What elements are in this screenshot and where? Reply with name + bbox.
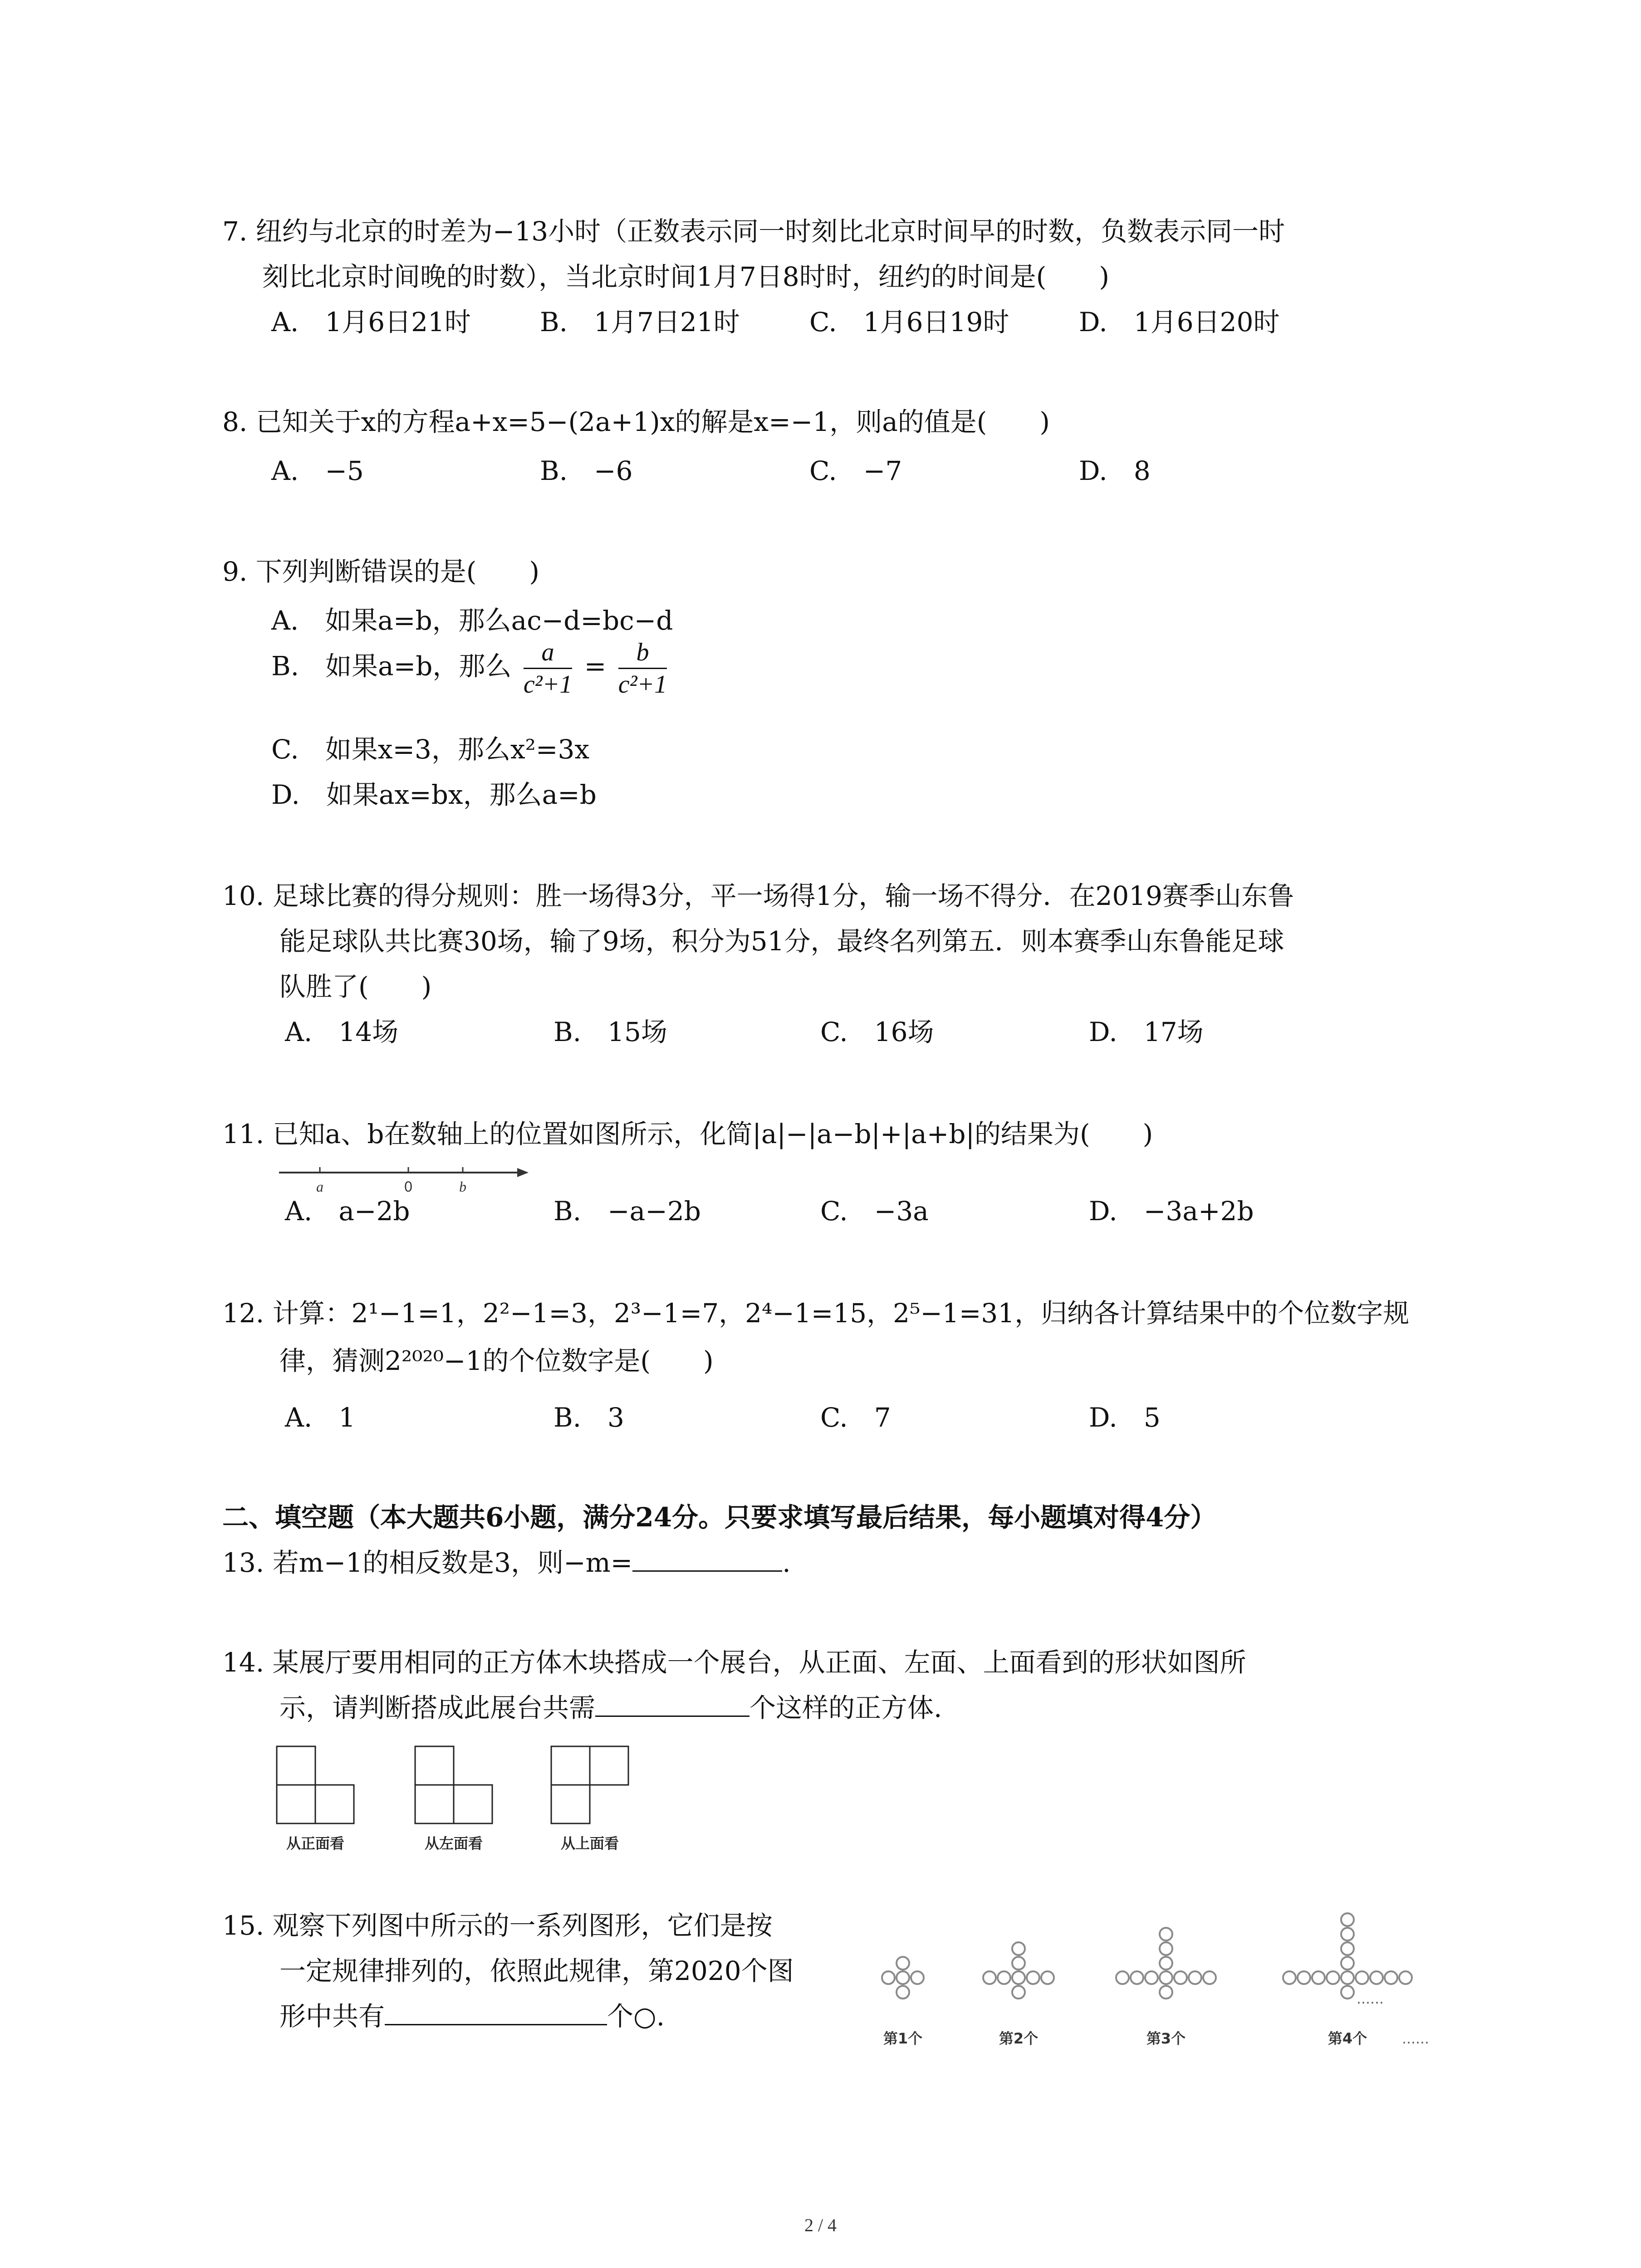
q11-option-b: B. −a−2b (554, 1196, 701, 1227)
pattern-circle-down (896, 1986, 909, 1999)
q11-stem: 11. 已知a、b在数轴上的位置如图所示，化简|a|−|a−b|+|a+b|的结果为( ) (222, 1119, 1153, 1149)
fraction-denominator: c²+1 (618, 670, 667, 699)
top-view-label: 从上面看 (560, 1835, 619, 1852)
q8-option-b: B. −6 (540, 455, 633, 486)
q12-option-a: A. 1 (285, 1402, 356, 1433)
front-view-label: 从正面看 (286, 1835, 345, 1852)
q7-option-c: C. 1月6日19时 (809, 307, 1009, 337)
pattern-circle-center (1341, 1971, 1354, 1984)
three-views-figure (272, 1742, 690, 1864)
pattern-circle-right (1356, 1971, 1368, 1984)
q12-stem-line1: 12. 计算：2¹−1=1，2²−1=3，2³−1=7，2⁴−1=15，2⁵−1=31，归纳各计算结果中的个位数字规 (222, 1298, 1410, 1329)
q10-stem-line1: 10. 足球比赛的得分规则：胜一场得3分，平一场得1分，输一场不得分．在2019赛季山东鲁 (222, 880, 1294, 911)
fraction-bar (618, 668, 667, 669)
q12-stem-line2: 律，猜测2²⁰²⁰−1的个位数字是( ) (279, 1345, 714, 1376)
number-line-figure (277, 1159, 531, 1195)
q15-answer-blank[interactable] (385, 1999, 607, 2025)
axis-arrow-icon (517, 1168, 529, 1177)
fraction-numerator: a (541, 638, 554, 666)
q15-stem-line1: 15. 观察下列图中所示的一系列图形，它们是按 (222, 1910, 773, 1941)
q10-option-b: B. 15场 (554, 1017, 667, 1047)
q7-stem-line1: 7. 纽约与北京的时差为−13小时（正数表示同一时刻比北京时间早的时数，负数表示同一时 (222, 216, 1285, 247)
pattern-circle-up (1160, 1928, 1172, 1941)
figure-1-label: 第1个 (883, 2030, 923, 2047)
q9-option-b-text: B. 如果a=b，那么 (271, 650, 512, 682)
q13-stem (222, 1545, 791, 1581)
pattern-circle-up (1341, 1957, 1354, 1970)
circle-pattern-figure (876, 1889, 1465, 2053)
pattern-circle-left (998, 1971, 1010, 1984)
q10-option-c: C. 16场 (820, 1017, 934, 1047)
fraction-bar (524, 668, 572, 669)
pattern-circle-left (1283, 1971, 1296, 1984)
q12-option-b: B. 3 (554, 1402, 624, 1433)
q13-period: . (782, 1547, 791, 1578)
q15-stem-line3 (279, 1998, 665, 2034)
q7-option-a: A. 1月6日21时 (271, 307, 471, 337)
q10-stem-line3: 队胜了( ) (279, 971, 432, 1002)
pattern-circle-up (1160, 1942, 1172, 1955)
q8-stem: 8. 已知关于x的方程a+x=5−(2a+1)x的解是x=−1，则a的值是( ) (222, 406, 1050, 437)
figure-4-label: 第4个 (1327, 2030, 1367, 2047)
pattern-circle-left (1327, 1971, 1339, 1984)
pattern-circle-up (1012, 1957, 1025, 1970)
label-b: b (459, 1178, 466, 1195)
pattern-circle-up (1341, 1913, 1354, 1926)
q14-answer-blank[interactable] (595, 1690, 749, 1717)
q10-option-a: A. 14场 (285, 1017, 399, 1047)
q11-option-d: D. −3a+2b (1089, 1196, 1254, 1227)
pattern-circle-up (896, 1957, 909, 1970)
pattern-circle-right (1174, 1971, 1187, 1984)
pattern-circle-right (1027, 1971, 1039, 1984)
q7-option-d: D. 1月6日20时 (1079, 307, 1280, 337)
q8-option-d: D. 8 (1079, 455, 1151, 486)
pattern-circle-left (882, 1971, 895, 1984)
q13-text: 13. 若m−1的相反数是3，则−m= (222, 1547, 633, 1578)
q12-option-c: C. 7 (820, 1402, 891, 1433)
q9-option-b-fraction-right (618, 638, 667, 699)
fraction-numerator: b (636, 638, 649, 666)
pattern-circle-down (1160, 1986, 1172, 1999)
pattern-circle-center (1160, 1971, 1172, 1984)
q11-option-a: A. a−2b (285, 1196, 410, 1227)
page-number: 2 / 4 (804, 2215, 837, 2235)
figure-2-label: 第2个 (999, 2030, 1038, 2047)
q9-option-b (271, 638, 671, 699)
q8-option-c: C. −7 (809, 455, 902, 486)
pattern-circle-center (896, 1971, 909, 1984)
q8-option-a: A. −5 (271, 455, 364, 486)
ellipsis-label: …… (1402, 2031, 1429, 2047)
pattern-circle-left (1312, 1971, 1325, 1984)
pattern-circle-down (1012, 1986, 1025, 1999)
pattern-circle-center (1012, 1971, 1025, 1984)
label-a: a (316, 1178, 323, 1195)
q12-option-d: D. 5 (1089, 1402, 1161, 1433)
q9-option-d: D. 如果ax=bx，那么a=b (271, 779, 597, 810)
q14-text: 示，请判断搭成此展台共需 (279, 1692, 596, 1723)
q10-stem-line2: 能足球队共比赛30场，输了9场，积分为51分，最终名列第五．则本赛季山东鲁能足球 (279, 926, 1284, 957)
top-view-diagram (551, 1746, 628, 1823)
q9-option-b-fraction-left (524, 638, 572, 699)
q9-option-c: C. 如果x=3，那么x²=3x (271, 734, 590, 765)
front-view-diagram (277, 1746, 354, 1823)
q9-stem: 9. 下列判断错误的是( ) (222, 556, 540, 587)
fraction-denominator: c²+1 (523, 670, 573, 699)
pattern-circle-right (1041, 1971, 1054, 1984)
label-0: 0 (404, 1178, 412, 1195)
q10-option-d: D. 17场 (1089, 1017, 1204, 1047)
q14-stem-line2 (279, 1690, 942, 1726)
q7-stem-line2: 刻比北京时间晚的时数），当北京时间1月7日8时时，纽约的时间是( ) (262, 261, 1109, 292)
pattern-circle-left (1116, 1971, 1129, 1984)
pattern-circle-up (1341, 1928, 1354, 1941)
q14-text-suffix: 个这样的正方体. (749, 1692, 942, 1723)
pattern-circle-right (1189, 1971, 1201, 1984)
section-2-heading: 二、填空题（本大题共6小题，满分24分。只要求填写最后结果，每小题填对得4分） (222, 1502, 1217, 1533)
pattern-continuation-ellipsis: …… (1357, 1991, 1384, 2007)
pattern-circle-right (1203, 1971, 1216, 1984)
q15-text-suffix: 个○. (607, 2001, 665, 2032)
equals-sign: = (584, 650, 607, 682)
pattern-circle-left (983, 1971, 996, 1984)
pattern-circle-right (1385, 1971, 1397, 1984)
pattern-circle-left (1298, 1971, 1310, 1984)
q14-stem-line1: 14. 某展厅要用相同的正方体木块搭成一个展台，从正面、左面、上面看到的形状如图所 (222, 1647, 1246, 1678)
pattern-circle-right (1370, 1971, 1383, 1984)
q7-option-b: B. 1月7日21时 (540, 307, 740, 337)
figure-3-label: 第3个 (1146, 2030, 1186, 2047)
left-view-label: 从左面看 (424, 1835, 483, 1852)
left-view-diagram (415, 1746, 492, 1823)
pattern-circle-up (1012, 1942, 1025, 1955)
q13-answer-blank[interactable] (632, 1545, 782, 1572)
q9-option-a: A. 如果a=b，那么ac−d=bc−d (271, 605, 673, 636)
q11-option-c: C. −3a (820, 1196, 929, 1227)
pattern-circle-down (1341, 1986, 1354, 1999)
q15-stem-line2: 一定规律排列的，依照此规律，第2020个图 (279, 1955, 794, 1986)
q15-text: 形中共有 (279, 2001, 385, 2032)
pattern-circle-left (1131, 1971, 1143, 1984)
pattern-circle-right (1399, 1971, 1412, 1984)
pattern-circle-right (911, 1971, 924, 1984)
pattern-circle-up (1160, 1957, 1172, 1970)
pattern-circle-up (1341, 1942, 1354, 1955)
pattern-circle-left (1145, 1971, 1158, 1984)
